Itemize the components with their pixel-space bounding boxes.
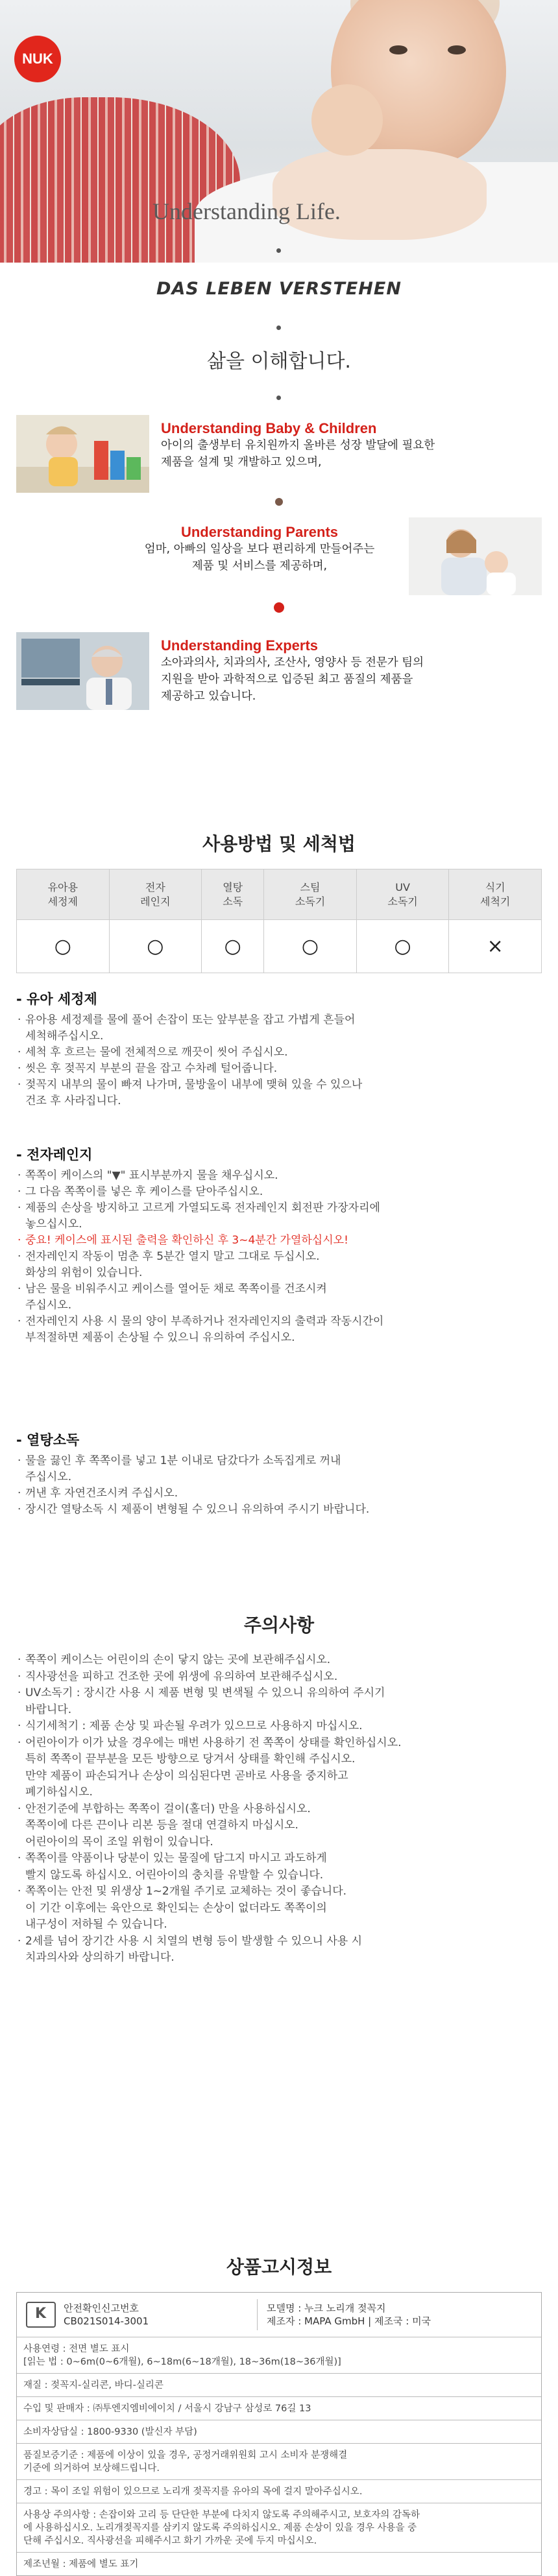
instruction-item	[16, 1453, 542, 1485]
info-text: 제조년월 : 제품에 별도 표기	[23, 2559, 139, 2570]
caution-list	[16, 1652, 542, 1967]
caution-text: 안전기준에 부합하는 쪽쪽이 걸이(홀더) 만을 사용하십시오.	[25, 1802, 311, 1815]
microwave-section	[16, 1144, 542, 1346]
info-text: 에 사용하십시오. 노리개젖꼭지를 삼키지 않도록 주의하십시오. 제품 손상이 있을 경우 사용을 중	[23, 2523, 417, 2533]
info-row-age	[17, 2337, 541, 2374]
caution-item: · 식기세척기 : 제품 손상 및 파손될 우려가 있으므로 사용하지 마십시오.	[16, 1718, 542, 1735]
usage-title: 사용방법 및 세척법	[202, 833, 356, 855]
instruction-item: · 그 다음 쪽쪽이를 넣은 후 케이스를 닫아주십시오.	[16, 1184, 542, 1200]
header-line: 세정제	[47, 895, 78, 908]
compatible-mark: ○	[202, 920, 264, 973]
instruction-text: 건조 후 사라집니다.	[25, 1094, 121, 1107]
cert-number: CB021S014-3001	[64, 2315, 149, 2327]
caution-item	[16, 1735, 542, 1801]
cert-block	[64, 2302, 149, 2328]
compatible-mark: ○	[17, 920, 110, 973]
baby-eye-icon	[448, 45, 466, 54]
header-line: 열탕	[223, 880, 243, 893]
separator-dot	[275, 498, 283, 506]
caution-item	[16, 1801, 542, 1851]
hero-tagline: Understanding Life.	[152, 198, 341, 224]
info-row-manufacture-date	[17, 2552, 541, 2576]
info-text: 경고 : 목이 조일 위험이 있으므로 노리개 젖꼭지를 유아의 목에 걸지 말아주십시오.	[23, 2487, 363, 2497]
caution-text: 쪽쪽이를 약품이나 당분이 있는 물질에 담그지 마시고 과도하게	[25, 1852, 327, 1865]
model-name: 모델명 : 누크 노리개 젖꼭지	[267, 2302, 386, 2314]
caution-item: · 쪽쪽이 케이스는 어린이의 손이 닿지 않는 곳에 보관해주십시오.	[16, 1652, 542, 1669]
caution-item	[16, 1884, 542, 1933]
separator-dot	[276, 396, 281, 400]
caution-text: 치과의사와 상의하기 바랍니다.	[25, 1951, 175, 1964]
understanding-experts-line: 제공하고 있습니다.	[161, 690, 256, 703]
instruction-text: 세척해주십시오.	[25, 1030, 104, 1043]
cleaning-method-header	[449, 869, 542, 920]
compatible-mark: ○	[109, 920, 202, 973]
instruction-item: · 쪽쪽이 케이스의 "▼" 표시부분까지 물을 채우십시오.	[16, 1168, 542, 1184]
cert-label: 안전확인신고번호	[64, 2302, 139, 2314]
detergent-section	[16, 989, 542, 1109]
header-line: 전자	[145, 880, 165, 893]
info-text: [읽는 법 : 0~6m(0~6개월), 6~18m(6~18개월), 18~36m(18~36개월)]	[23, 2357, 341, 2367]
divider	[257, 2299, 258, 2330]
instruction-text: 유아용 세정제를 물에 풀어 손잡이 또는 앞부분을 잡고 가볍게 흔들어	[25, 1013, 356, 1026]
info-row-warning	[17, 2479, 541, 2503]
understanding-baby-line: 아이의 출생부터 유치원까지 올바른 성장 발달에 필요한	[161, 439, 435, 452]
section-heading: - 열탕소독	[16, 1432, 80, 1448]
understanding-parents-line: 엄마, 아빠의 일상을 보다 편리하게 만들어주는	[144, 543, 375, 556]
info-row-quality	[17, 2443, 541, 2480]
cleaning-method-header	[109, 869, 202, 920]
product-info-title: 상품고시정보	[226, 2256, 332, 2278]
caution-item	[16, 1850, 542, 1884]
caution-item: · 직사광선을 피하고 건조한 곳에 위생에 유의하여 보관해주십시오.	[16, 1669, 542, 1686]
info-text: 품질보증기준 : 제품에 이상이 있을 경우, 공정거래위원회 고시 소비자 분쟁해결	[23, 2450, 348, 2461]
baby-hand-illustration	[311, 84, 383, 156]
info-text: 사용상 주의사항 : 손잡이와 고리 등 단단한 부분에 다치지 않도록 주의해주시고, 보호자의 감독하	[23, 2510, 420, 2520]
caution-item	[16, 1685, 542, 1718]
header-line: 소독	[223, 895, 243, 908]
experts-photo	[16, 632, 149, 710]
instruction-item	[16, 1314, 542, 1346]
instruction-item	[16, 1200, 542, 1233]
model-block	[267, 2302, 431, 2328]
intro-section	[0, 279, 558, 299]
hero-banner	[0, 0, 558, 263]
instruction-item	[16, 1281, 542, 1314]
info-text: 단해 주십시오. 직사광선을 피해주시고 화기 가까운 곳에 두지 마십시오.	[23, 2536, 317, 2546]
info-text: 소비자상담실 : 1800-9330 (발신자 부담)	[23, 2427, 197, 2437]
info-text: 사용연령 : 전면 별도 표시	[23, 2344, 130, 2354]
header-line: 유아용	[47, 880, 78, 893]
caution-text: 빨지 않도록 하십시오. 어린아이의 충치를 유발할 수 있습니다.	[25, 1868, 324, 1882]
product-info-header	[17, 2293, 541, 2337]
caution-item	[16, 1933, 542, 1967]
instruction-item: · 씻은 후 젖꼭지 부분의 끝을 잡고 수차례 털어줍니다.	[16, 1061, 542, 1077]
boiling-section	[16, 1430, 542, 1518]
compatible-mark: ○	[356, 920, 449, 973]
understanding-parents-block	[130, 524, 389, 574]
instruction-item: · 세척 후 흐르는 물에 전체적으로 깨끗이 씻어 주십시오.	[16, 1045, 542, 1061]
instruction-item: · 장시간 열탕소독 시 제품이 변형될 수 있으니 유의하여 주시기 바랍니다.	[16, 1502, 542, 1518]
caution-text: 어린아이가 이가 났을 경우에는 매번 사용하기 전 쪽쪽이 상태를 확인하십시오.	[25, 1736, 402, 1749]
product-info-box	[16, 2292, 542, 2576]
caution-text: 쪽쪽이에 다른 끈이나 리본 등을 절대 연결하지 마십시오.	[25, 1819, 298, 1832]
manufacturer: 제조자 : MAPA GmbH | 제조국 : 미국	[267, 2315, 431, 2327]
instruction-text: 젖꼭지 내부의 물이 빠져 나가며, 물방울이 내부에 맺혀 있을 수 있으나	[25, 1078, 363, 1091]
instruction-item: · 꺼낸 후 자연건조시켜 주십시오.	[16, 1485, 542, 1502]
info-text: 기준에 의거하여 보상해드립니다.	[23, 2463, 160, 2474]
understanding-experts-line: 소아과의사, 치과의사, 조산사, 영양사 등 전문가 팀의	[161, 656, 424, 669]
instruction-text: 물을 끓인 후 쪽쪽이를 넣고 1분 이내로 담갔다가 소독집게로 꺼내	[25, 1454, 341, 1467]
section-heading: - 전자레인지	[16, 1147, 93, 1163]
header-line: 소독기	[387, 895, 418, 908]
cleaning-method-header	[202, 869, 264, 920]
baby-eye-icon	[389, 45, 407, 54]
cleaning-method-header	[264, 869, 357, 920]
understanding-experts-block	[161, 637, 424, 705]
instruction-item	[16, 1249, 542, 1281]
cleaning-method-header	[356, 869, 449, 920]
separator-dot	[274, 602, 284, 613]
info-row-customer-service	[17, 2420, 541, 2444]
instruction-text: 제품의 손상을 방지하고 고르게 가열되도록 전자레인지 회전판 가장자리에	[25, 1201, 380, 1214]
header-line: 소독기	[295, 895, 326, 908]
compatible-mark: ○	[264, 920, 357, 973]
baby-body-illustration	[273, 149, 487, 240]
kc-certification-icon	[26, 2302, 56, 2328]
understanding-baby-title: Understanding Baby & Children	[161, 420, 377, 436]
header-line: UV	[395, 880, 410, 893]
understanding-experts-line: 지원을 받아 과학적으로 입증된 최고 품질의 제품을	[161, 673, 413, 686]
important-warning: · 중요! 케이스에 표시된 출력을 확인하신 후 3~4분간 가열하십시오!	[16, 1233, 542, 1249]
caution-text: 내구성이 저하될 수 있습니다.	[25, 1918, 167, 1931]
nuk-logo: NUK	[14, 36, 61, 82]
caution-text: 만약 제품이 파손되거나 손상이 의심된다면 곧바로 사용을 중지하고	[25, 1769, 348, 1782]
understanding-experts-title: Understanding Experts	[161, 637, 319, 654]
parents-photo	[409, 517, 542, 595]
instruction-text: 전자레인지 작동이 멈춘 후 5분간 열지 말고 그대로 두십시오.	[25, 1250, 320, 1263]
understanding-baby-line: 제품을 설계 및 개발하고 있으며,	[161, 456, 322, 469]
cleaning-method-table	[16, 869, 542, 973]
caution-text: 바랍니다.	[25, 1703, 72, 1716]
header-line: 레인지	[140, 895, 171, 908]
caution-text: 2세를 넘어 장기간 사용 시 치열의 변형 등이 발생할 수 있으니 사용 시	[25, 1934, 363, 1948]
understanding-parents-title: Understanding Parents	[180, 524, 339, 540]
section-heading: - 유아 세정제	[16, 991, 97, 1007]
info-row-precautions	[17, 2503, 541, 2553]
korean-slogan: 삶을 이해합니다.	[207, 350, 351, 373]
german-slogan: DAS LEBEN VERSTEHEN	[156, 279, 402, 299]
caution-text: 쪽쪽이는 안전 및 위생상 1~2개월 주기로 교체하는 것이 좋습니다.	[25, 1885, 347, 1898]
cleaning-method-header	[17, 869, 110, 920]
caution-text: 폐기하십시오.	[25, 1786, 93, 1799]
instruction-text: 남은 물을 비워주시고 케이스를 열어둔 채로 쪽쪽이를 건조시켜	[25, 1282, 327, 1295]
caution-text: UV소독기 : 장시간 사용 시 제품 변형 및 변색될 수 있으니 유의하여 주시기	[25, 1686, 385, 1699]
header-line: 세척기	[480, 895, 511, 908]
separator-dot	[276, 325, 281, 330]
instruction-text: 부적절하면 제품이 손상될 수 있으니 유의하여 주십시오.	[25, 1331, 295, 1344]
instruction-item	[16, 1077, 542, 1109]
understanding-parents-line: 제품 및 서비스를 제공하며,	[191, 560, 328, 573]
caution-text: 특히 쪽쪽이 끝부분을 모든 방향으로 당겨서 상태를 확인해 주십시오.	[25, 1753, 356, 1766]
info-row-importer: 수입 및 판매자 : ㈜투엔지엠비에이치 / 서울시 강남구 삼성로 76길 13	[17, 2396, 541, 2420]
instruction-text: 주십시오.	[25, 1299, 72, 1312]
caution-text: 이 기간 이후에는 육안으로 확인되는 손상이 없더라도 쪽쪽이의	[25, 1901, 327, 1915]
instruction-text: 화상의 위험이 있습니다.	[25, 1266, 143, 1279]
separator-dot	[276, 248, 281, 253]
baby-children-photo	[16, 415, 149, 493]
caution-title: 주의사항	[243, 1614, 315, 1636]
info-row-material: 재질 : 젖꼭지-실리콘, 바디-실리콘	[17, 2373, 541, 2397]
instruction-text: 주십시오.	[25, 1471, 72, 1483]
caution-text: 어린아이의 목이 조일 위험이 있습니다.	[25, 1835, 213, 1849]
instruction-item	[16, 1012, 542, 1045]
instruction-text: 전자레인지 사용 시 물의 양이 부족하거나 전자레인지의 출력과 작동시간이	[25, 1315, 384, 1328]
incompatible-mark: ×	[449, 920, 542, 973]
header-line: 식기	[485, 880, 505, 893]
header-line: 스팀	[300, 880, 321, 893]
instruction-text: 놓으십시오.	[25, 1218, 82, 1231]
understanding-baby-block	[161, 420, 435, 471]
